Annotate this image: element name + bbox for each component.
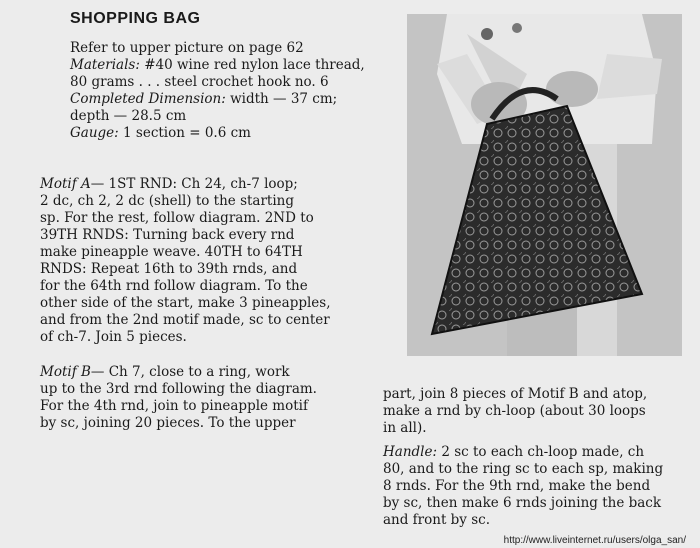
motif-b-section — [40, 364, 380, 432]
photo-illustration — [407, 14, 682, 356]
materials-line — [70, 57, 380, 74]
dimension-line-2: depth — 28.5 cm — [70, 108, 187, 124]
source-url: http://www.liveinternet.ru/users/olga_san/ — [503, 535, 686, 546]
gauge-text: 1 section = 0.6 cm — [123, 125, 251, 141]
refer-line: Refer to upper picture on page 62 — [70, 40, 304, 56]
motif-a-line-1: 2 dc, ch 2, 2 dc (shell) to the starting — [40, 193, 295, 209]
motif-a-line-7: other side of the start, make 3 pineapples, — [40, 295, 331, 311]
handle-section — [383, 444, 688, 529]
handle-line-2: 8 rnds. For the 9th rnd, make the bend — [383, 478, 651, 494]
dimension-label: Completed Dimension: — [70, 91, 226, 107]
motif-a-line-0 — [40, 176, 380, 193]
continuation-section — [383, 386, 688, 437]
continuation-line-2: in all). — [383, 420, 427, 436]
gauge-label: Gauge: — [70, 125, 119, 141]
dimension-text: width — 37 cm; — [230, 91, 338, 107]
dimension-line — [70, 91, 380, 108]
continuation-line-1: make a rnd by ch-loop (about 30 loops — [383, 403, 646, 419]
page-title: SHOPPING BAG — [70, 10, 201, 27]
handle-line-4: and front by sc. — [383, 512, 491, 528]
motif-b-line-1: up to the 3rd rnd following the diagram. — [40, 381, 317, 397]
motif-b-line-0 — [40, 364, 380, 381]
gauge-line — [70, 125, 380, 142]
materials-text: #40 wine red nylon lace thread, — [144, 57, 365, 73]
handle-line-0 — [383, 444, 688, 461]
motif-a-line-8: and from the 2nd motif made, sc to center — [40, 312, 330, 328]
handle-text-0: 2 sc to each ch-loop made, ch — [441, 444, 645, 460]
shopping-bag-photo — [407, 14, 682, 356]
handle-label: Handle: — [383, 444, 438, 460]
motif-a-line-4: make pineapple weave. 40TH to 64TH — [40, 244, 303, 260]
handle-line-3: by sc, then make 6 rnds joining the back — [383, 495, 662, 511]
motif-a-line-2: sp. For the rest, follow diagram. 2ND to — [40, 210, 314, 226]
motif-b-line-2: For the 4th rnd, join to pineapple motif — [40, 398, 308, 414]
motif-a-section — [40, 176, 380, 346]
materials-line-2: 80 grams . . . steel crochet hook no. 6 — [70, 74, 329, 90]
motif-a-line-9: of ch-7. Join 5 pieces. — [40, 329, 187, 345]
handle-line-1: 80, and to the ring sc to each sp, making — [383, 461, 664, 477]
motif-a-line-6: for the 64th rnd follow diagram. To the — [40, 278, 308, 294]
motif-b-line-3: by sc, joining 20 pieces. To the upper — [40, 415, 296, 431]
motif-b-text-0: — Ch 7, close to a ring, work — [90, 364, 290, 380]
motif-b-label: Motif B — [40, 364, 91, 380]
motif-a-label: Motif A — [40, 176, 91, 192]
specs-block — [70, 40, 380, 142]
materials-label: Materials: — [70, 57, 140, 73]
motif-a-line-3: 39TH RNDS: Turning back every rnd — [40, 227, 295, 243]
motif-a-line-5: RNDS: Repeat 16th to 39th rnds, and — [40, 261, 298, 277]
motif-a-text-0: — 1ST RND: Ch 24, ch-7 loop; — [90, 176, 298, 192]
continuation-line-0: part, join 8 pieces of Motif B and atop, — [383, 386, 648, 402]
